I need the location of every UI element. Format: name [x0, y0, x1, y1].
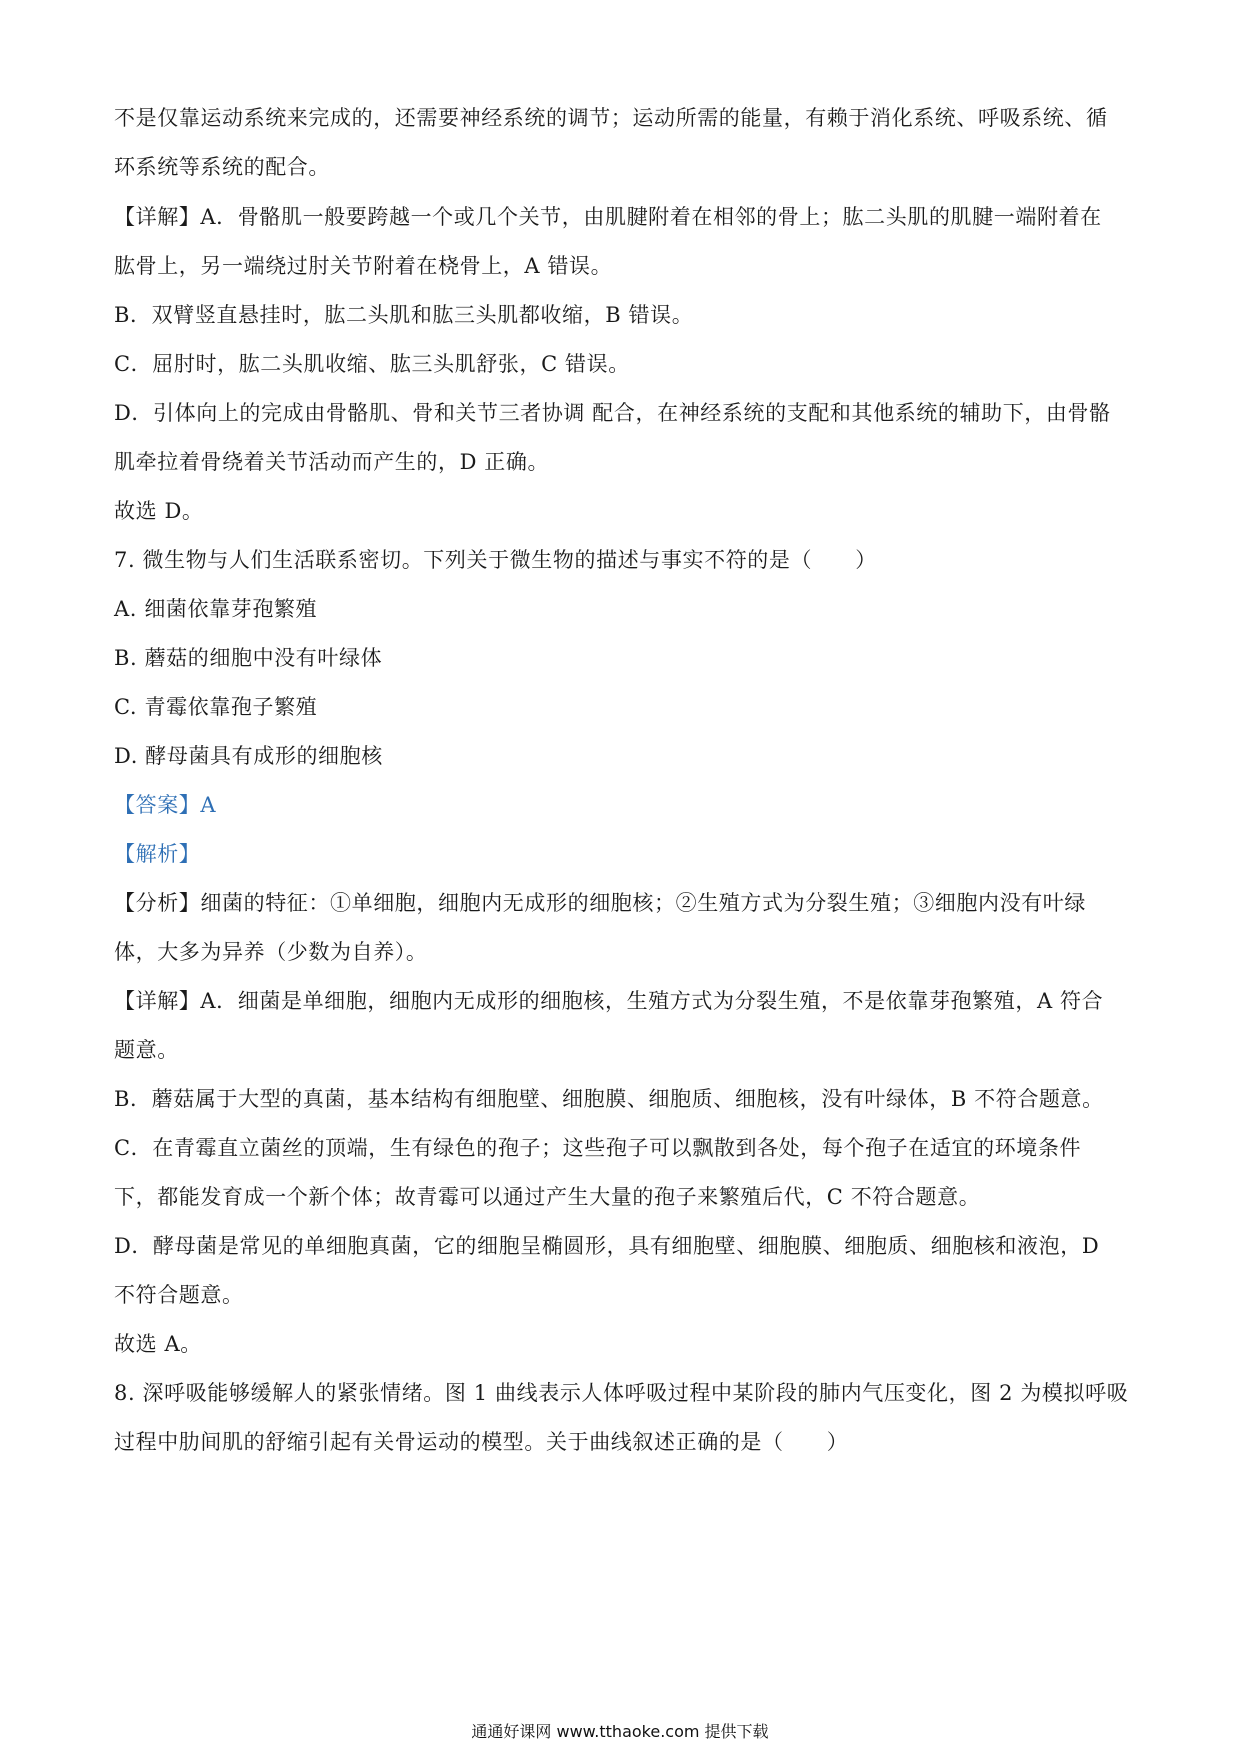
text-line: B．蘑菇属于大型的真菌，基本结构有细胞壁、细胞膜、细胞质、细胞核，没有叶绿体，B 不符合题意。	[114, 1087, 1104, 1111]
text-line: B．双臂竖直悬挂时，肱二头肌和肱三头肌都收缩，B 错误。	[114, 303, 694, 327]
text-line: 肱骨上，另一端绕过肘关节附着在桡骨上，A 错误。	[114, 254, 613, 278]
text-line: D．引体向上的完成由骨骼肌、骨和关节三者协调 配合，在神经系统的支配和其他系统的辅助下，由骨骼	[114, 401, 1111, 425]
text-line: 【详解】A．细菌是单细胞，细胞内无成形的细胞核，生殖方式为分裂生殖，不是依靠芽孢繁殖，A 符合	[114, 989, 1104, 1013]
text-line: 【详解】A．骨骼肌一般要跨越一个或几个关节，由肌腱附着在相邻的骨上；肱二头肌的肌腱一端附着在	[114, 205, 1102, 229]
text-line: 环系统等系统的配合。	[114, 155, 330, 179]
text-line: 题意。	[114, 1038, 179, 1062]
text-line: 体，大多为异养（少数为自养）。	[114, 940, 428, 964]
analysis-label: 【解析】	[114, 842, 201, 866]
text-line: 故选 D。	[114, 499, 204, 523]
option-d: D. 酵母菌具有成形的细胞核	[114, 744, 383, 768]
text-line: 故选 A。	[114, 1332, 202, 1356]
text-line: C．在青霉直立菌丝的顶端，生有绿色的孢子；这些孢子可以飘散到各处，每个孢子在适宜的环境条件	[114, 1136, 1082, 1160]
text-line: 【分析】细菌的特征：①单细胞，细胞内无成形的细胞核；②生殖方式为分裂生殖；③细胞内没有叶绿	[114, 891, 1086, 915]
question-8-stem: 8. 深呼吸能够缓解人的紧张情绪。图 1 曲线表示人体呼吸过程中某阶段的肺内气压变化，图 2 为模拟呼吸	[114, 1381, 1129, 1405]
question-7-stem: 7. 微生物与人们生活联系密切。下列关于微生物的描述与事实不符的是（ ）	[114, 548, 877, 572]
option-a: A. 细菌依靠芽孢繁殖	[114, 597, 318, 621]
option-b: B. 蘑菇的细胞中没有叶绿体	[114, 646, 383, 670]
text-line: 不是仅靠运动系统来完成的，还需要神经系统的调节；运动所需的能量，有赖于消化系统、呼吸系统、循	[114, 106, 1108, 130]
option-c: C. 青霉依靠孢子繁殖	[114, 695, 318, 719]
text-line: 不符合题意。	[114, 1283, 244, 1307]
text-line: 下，都能发育成一个新个体；故青霉可以通过产生大量的孢子来繁殖后代，C 不符合题意。	[114, 1185, 981, 1209]
text-line: C．屈肘时，肱二头肌收缩、肱三头肌舒张，C 错误。	[114, 352, 630, 376]
text-line: 肌牵拉着骨绕着关节活动而产生的，D 正确。	[114, 450, 550, 474]
answer-label: 【答案】A	[114, 793, 217, 817]
text-line: D．酵母菌是常见的单细胞真菌，它的细胞呈椭圆形，具有细胞壁、细胞膜、细胞质、细胞核和液泡，D	[114, 1234, 1100, 1258]
footer-watermark: 通通好课网 www.tthaoke.com 提供下载	[471, 1722, 769, 1741]
question-8-stem-cont: 过程中肋间肌的舒缩引起有关骨运动的模型。关于曲线叙述正确的是（ ）	[114, 1430, 849, 1454]
